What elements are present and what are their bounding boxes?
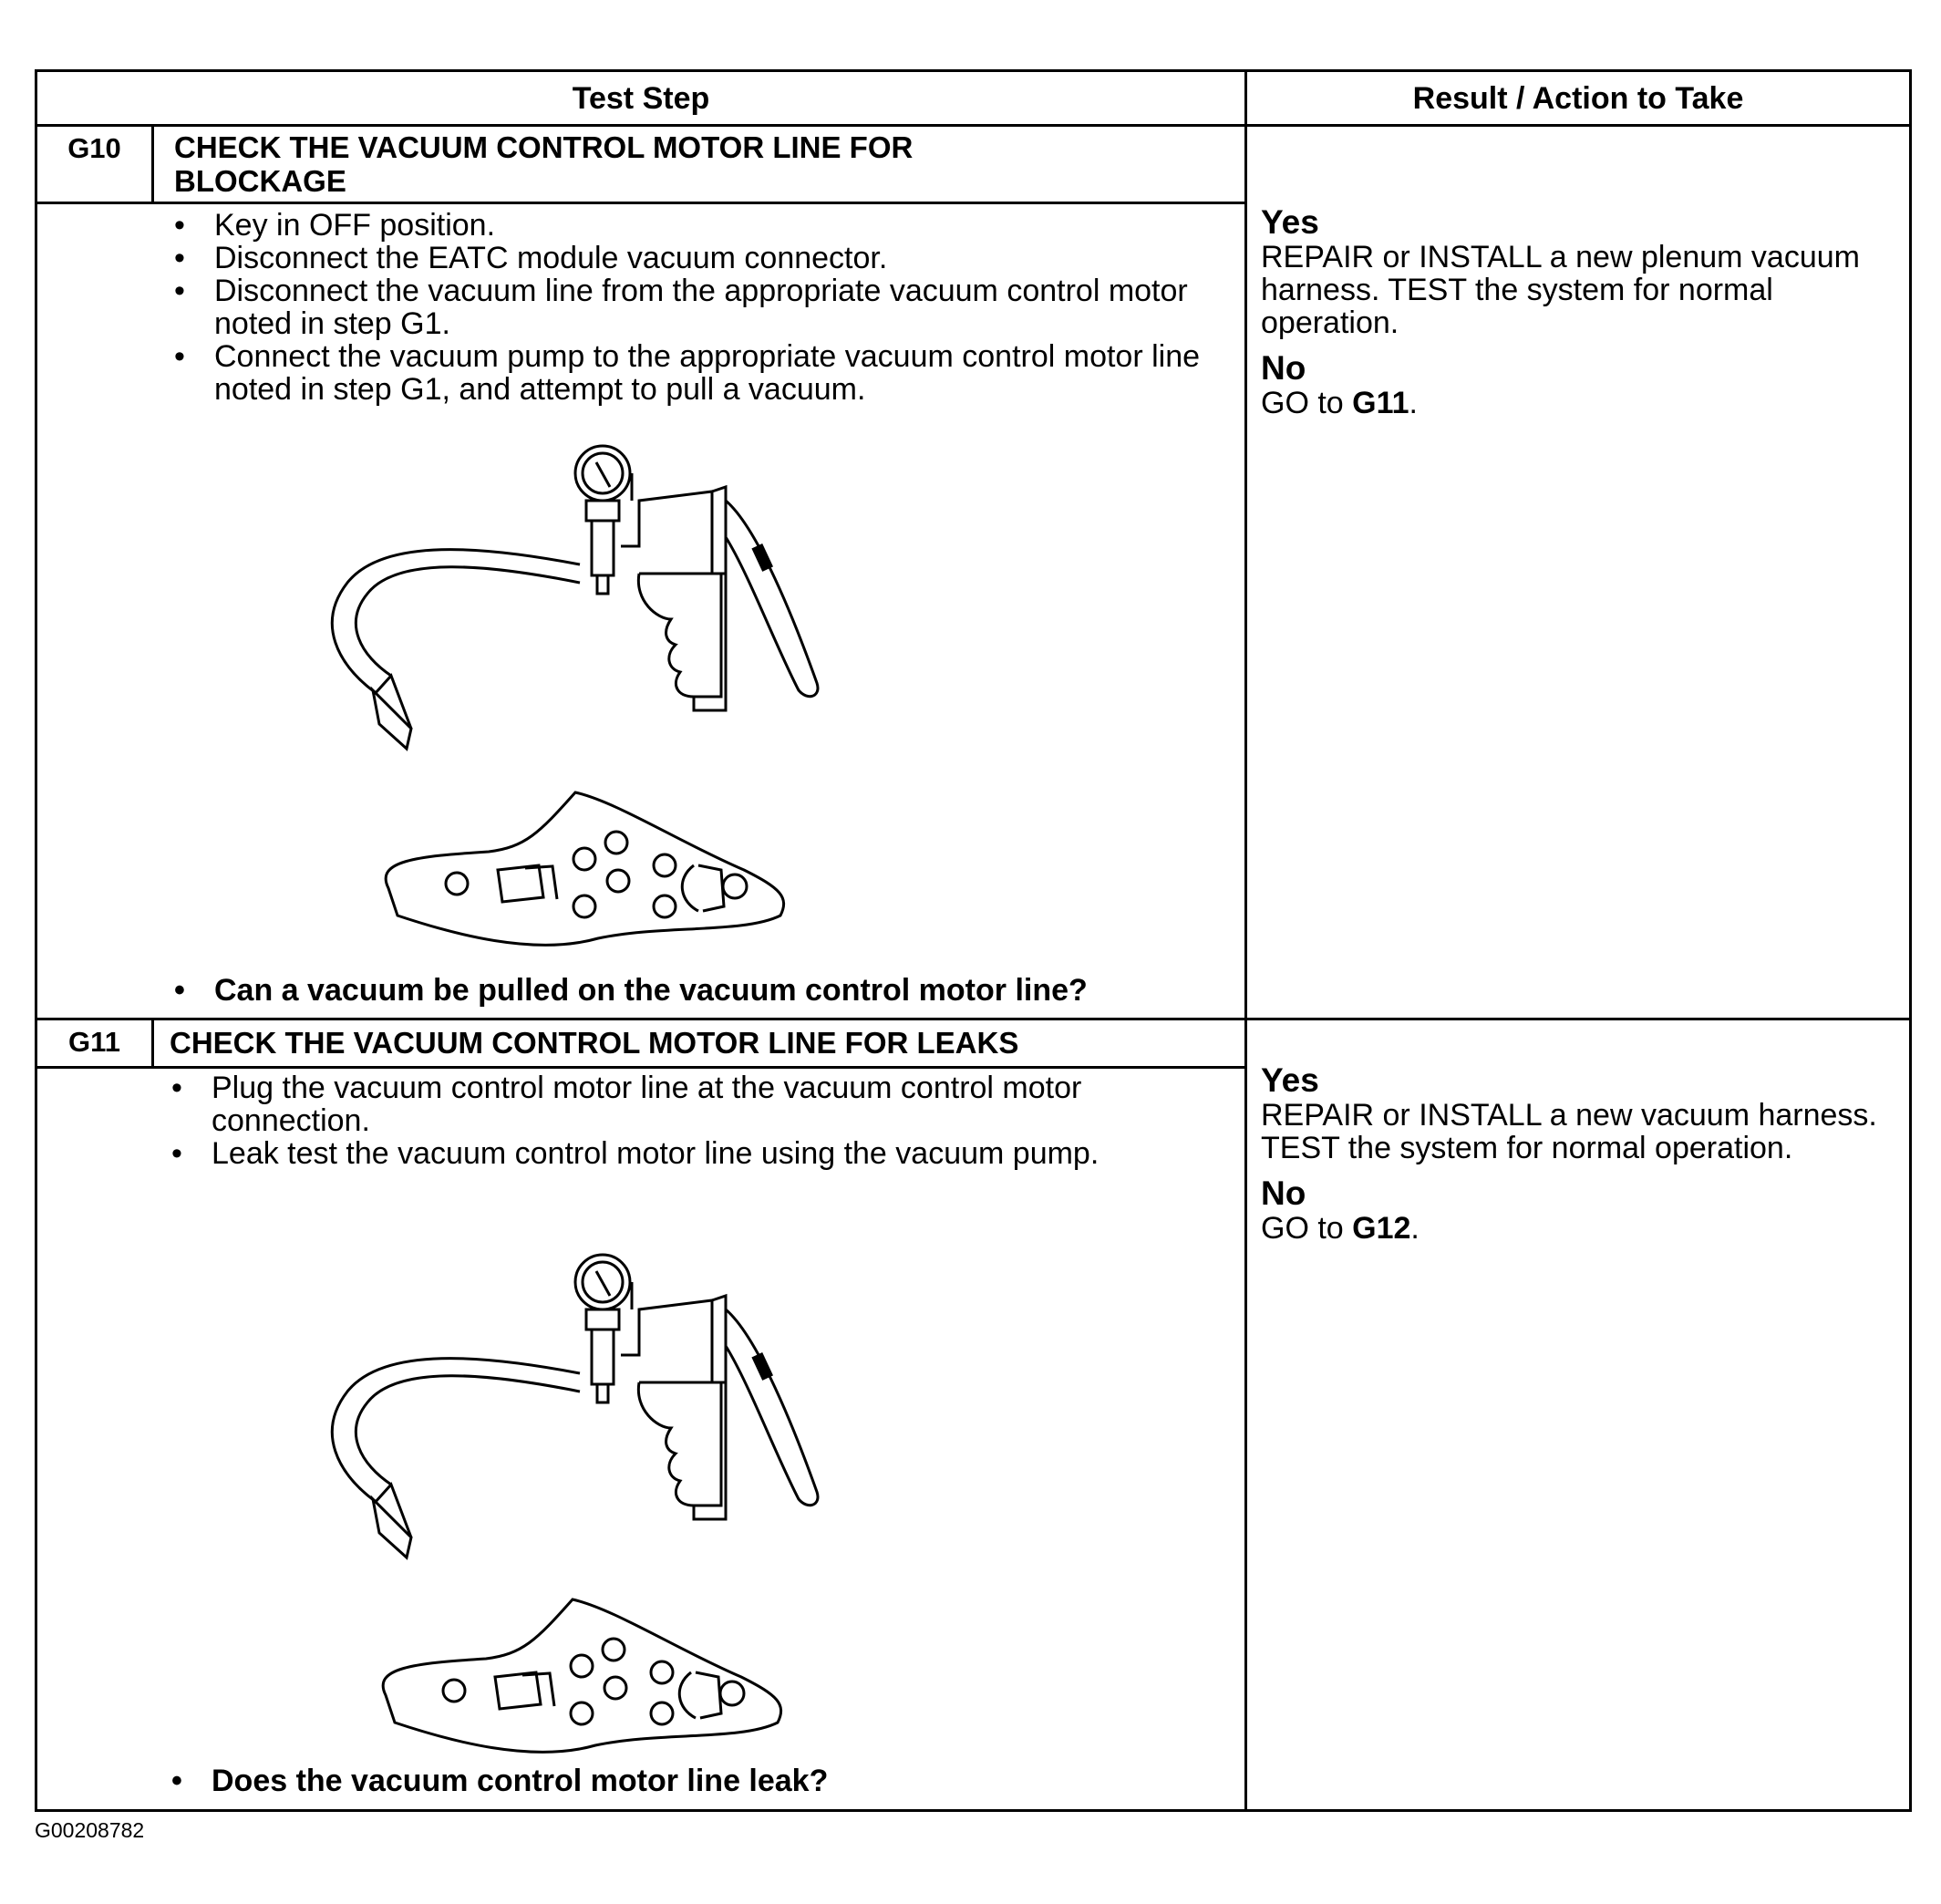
step-id-g10: G10 bbox=[67, 132, 121, 164]
g11-no-target: G12 bbox=[1352, 1211, 1411, 1246]
g10-no-target: G11 bbox=[1352, 386, 1409, 420]
g11-result bbox=[1261, 1062, 1899, 1256]
g10-no-label: No bbox=[1261, 349, 1306, 387]
g10-yes-text: REPAIR or INSTALL a new plenum vacuum harness. TEST the system for normal operation. bbox=[1261, 240, 1860, 340]
g10-no-prefix: GO to bbox=[1261, 386, 1353, 420]
test-table bbox=[35, 69, 1912, 1812]
step-title-g10-line1: CHECK THE VACUUM CONTROL MOTOR LINE FOR bbox=[174, 130, 914, 164]
list-item: • Leak test the vacuum control motor line using the vacuum pump. bbox=[159, 1137, 1234, 1170]
g11-no-label: No bbox=[1261, 1174, 1306, 1212]
g11-no-prefix: GO to bbox=[1261, 1211, 1353, 1246]
g11-question: • Does the vacuum control motor line leak? bbox=[159, 1764, 828, 1799]
g10-question: • Can a vacuum be pulled on the vacuum control motor line? bbox=[161, 973, 1088, 1009]
g11-yes-label: Yes bbox=[1261, 1061, 1319, 1099]
g10-id-divider bbox=[151, 125, 154, 203]
list-item: • Plug the vacuum control motor line at the vacuum control motor connection. bbox=[159, 1071, 1234, 1137]
vacuum-connector-illustration bbox=[379, 779, 808, 952]
column-divider bbox=[1244, 72, 1247, 1809]
g11-instructions bbox=[159, 1071, 1234, 1170]
g11-yes-text: REPAIR or INSTALL a new vacuum harness. TEST the system for normal operation. bbox=[1261, 1098, 1877, 1165]
list-item: • Disconnect the EATC module vacuum connector. bbox=[161, 242, 1237, 274]
g10-no-text bbox=[1261, 387, 1899, 419]
step-title-g10-line2: BLOCKAGE bbox=[174, 164, 346, 198]
g10-no-suffix: . bbox=[1409, 386, 1418, 420]
test-step-header: Test Step bbox=[572, 80, 710, 116]
g11-no-text bbox=[1261, 1212, 1899, 1245]
step-title-g10 bbox=[174, 130, 1232, 198]
row-divider bbox=[37, 1018, 1909, 1020]
list-item: • Disconnect the vacuum line from the appropriate vacuum control motor noted in step G1. bbox=[161, 274, 1237, 340]
vacuum-connector-illustration bbox=[377, 1586, 805, 1759]
result-action-header: Result / Action to Take bbox=[1412, 80, 1744, 116]
step-title-g11: CHECK THE VACUUM CONTROL MOTOR LINE FOR LEAKS bbox=[170, 1026, 1019, 1060]
g11-title-divider bbox=[37, 1066, 1244, 1069]
g11-id-divider bbox=[151, 1019, 154, 1068]
g10-result bbox=[1261, 204, 1899, 430]
g11-no-suffix: . bbox=[1410, 1211, 1420, 1246]
list-item: • Key in OFF position. bbox=[161, 209, 1237, 242]
g10-title-divider bbox=[37, 202, 1244, 204]
g10-yes-label: Yes bbox=[1261, 203, 1319, 241]
step-id-g11: G11 bbox=[68, 1026, 120, 1058]
image-id: G00208782 bbox=[35, 1818, 145, 1842]
list-item: • Connect the vacuum pump to the appropriate vacuum control motor line noted in step G1, and attempt to pull a vacuum. bbox=[161, 340, 1237, 406]
g10-instructions bbox=[161, 209, 1237, 406]
